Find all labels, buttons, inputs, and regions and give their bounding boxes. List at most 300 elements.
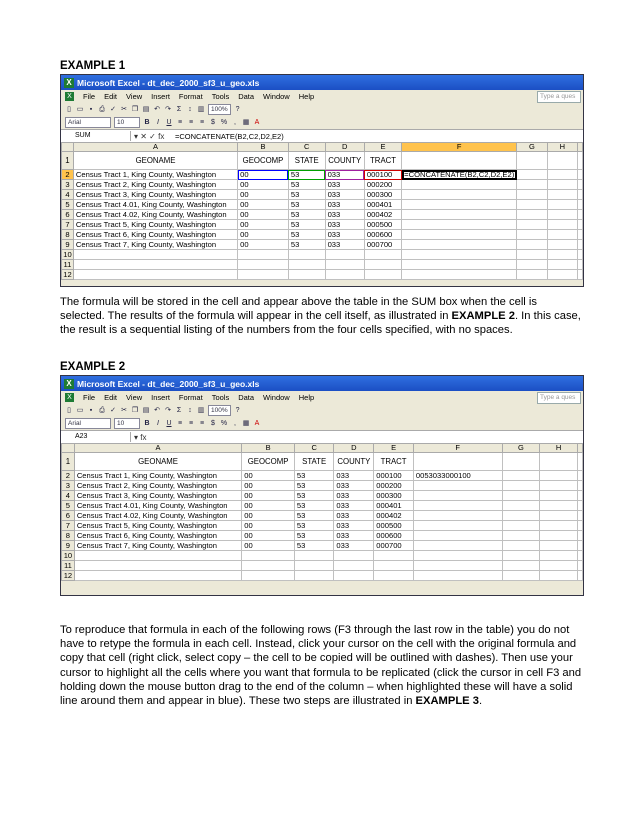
row-header[interactable]: 3	[62, 180, 74, 190]
data-cell[interactable]: 000300	[364, 190, 401, 200]
header-cell[interactable]: COUNTY	[334, 453, 374, 471]
percent-icon[interactable]: %	[220, 119, 228, 126]
menu-window[interactable]: Window	[263, 393, 290, 402]
select-all-corner[interactable]	[62, 444, 75, 453]
data-cell[interactable]: 00	[242, 511, 295, 521]
comma-icon[interactable]: ,	[234, 420, 236, 427]
geoname-cell[interactable]: Census Tract 6, King County, Washington	[73, 230, 237, 240]
column-header-g[interactable]: G	[502, 444, 540, 453]
font-size-select[interactable]: 10	[114, 418, 140, 429]
header-cell[interactable]: TRACT	[364, 152, 401, 170]
geoname-cell[interactable]: Census Tract 4.02, King County, Washington	[74, 511, 241, 521]
data-cell[interactable]: 53	[294, 491, 333, 501]
data-cell[interactable]: 53	[294, 481, 333, 491]
data-cell[interactable]: 00	[238, 170, 289, 180]
empty-cell[interactable]	[547, 180, 577, 190]
empty-cell[interactable]	[578, 152, 583, 170]
redo-icon[interactable]: ↷	[165, 407, 171, 414]
empty-cell[interactable]	[578, 270, 583, 280]
borders-icon[interactable]: ▦	[242, 119, 250, 126]
data-cell[interactable]: 000200	[374, 481, 414, 491]
undo-icon[interactable]: ↶	[154, 407, 160, 414]
formula-icons[interactable]: ▾ fx	[134, 432, 147, 442]
row-header[interactable]: 10	[63, 250, 72, 259]
header-cell[interactable]: STATE	[294, 453, 333, 471]
row-header[interactable]: 5	[62, 200, 74, 210]
empty-cell[interactable]	[517, 152, 547, 170]
data-cell[interactable]: 000200	[364, 180, 401, 190]
menu-insert[interactable]: Insert	[151, 393, 170, 402]
column-header-e[interactable]: E	[364, 143, 401, 152]
column-header-f[interactable]: F	[413, 444, 502, 453]
empty-cell[interactable]	[517, 180, 547, 190]
align-left-icon[interactable]: ≡	[177, 420, 183, 427]
row-header[interactable]: 2	[62, 170, 74, 180]
menu-file[interactable]: File	[83, 393, 96, 402]
empty-cell[interactable]	[364, 250, 401, 260]
data-cell[interactable]: 033	[334, 501, 374, 511]
empty-cell[interactable]	[73, 250, 237, 260]
data-cell[interactable]: 00	[242, 501, 295, 511]
menu-tools[interactable]: Tools	[211, 92, 230, 101]
data-cell[interactable]: 033	[334, 511, 374, 521]
menu-data[interactable]: Data	[238, 393, 255, 402]
empty-cell[interactable]	[502, 471, 540, 481]
empty-cell[interactable]	[402, 240, 517, 250]
currency-icon[interactable]: $	[211, 119, 215, 126]
empty-cell[interactable]	[402, 152, 517, 170]
data-cell[interactable]: 000600	[374, 531, 414, 541]
zoom-select[interactable]: 100%	[208, 405, 231, 416]
workbook-icon[interactable]: X	[65, 393, 74, 402]
empty-cell[interactable]	[578, 491, 583, 501]
column-header-b[interactable]: B	[238, 143, 289, 152]
empty-cell[interactable]	[578, 561, 583, 571]
data-cell[interactable]: 033	[325, 170, 364, 180]
paste-icon[interactable]: ▤	[142, 106, 150, 113]
empty-cell[interactable]	[502, 453, 540, 471]
data-cell[interactable]: 033	[325, 210, 364, 220]
data-cell[interactable]: 53	[288, 240, 325, 250]
help-icon[interactable]: ?	[235, 106, 240, 113]
empty-cell[interactable]	[578, 200, 583, 210]
print-icon[interactable]: ⎙	[99, 407, 105, 414]
zoom-select[interactable]: 100%	[208, 104, 231, 115]
percent-icon[interactable]: %	[220, 420, 228, 427]
empty-cell[interactable]	[547, 200, 577, 210]
empty-cell[interactable]	[502, 511, 540, 521]
row-header[interactable]: 8	[62, 230, 74, 240]
data-cell[interactable]: 033	[325, 190, 364, 200]
data-cell[interactable]: 53	[288, 180, 325, 190]
empty-cell[interactable]	[517, 270, 547, 280]
menu-insert[interactable]: Insert	[151, 92, 170, 101]
geoname-cell[interactable]: Census Tract 5, King County, Washington	[74, 521, 241, 531]
empty-cell[interactable]	[578, 260, 583, 270]
empty-cell[interactable]	[578, 250, 583, 260]
empty-cell[interactable]	[502, 531, 540, 541]
name-box[interactable]: A23	[61, 432, 131, 442]
currency-icon[interactable]: $	[211, 420, 215, 427]
row-header[interactable]: 7	[62, 521, 75, 531]
data-cell[interactable]: 53	[294, 511, 333, 521]
column-header-h[interactable]: H	[547, 143, 577, 152]
empty-cell[interactable]	[364, 270, 401, 280]
geoname-cell[interactable]: Census Tract 7, King County, Washington	[74, 541, 241, 551]
autosum-icon[interactable]: Σ	[176, 407, 182, 414]
data-cell[interactable]: 00	[238, 220, 289, 230]
column-header-a[interactable]: A	[73, 143, 237, 152]
empty-cell[interactable]	[502, 521, 540, 531]
column-header-h[interactable]: H	[540, 444, 578, 453]
data-cell[interactable]: 53	[288, 230, 325, 240]
paste-icon[interactable]: ▤	[142, 407, 150, 414]
empty-cell[interactable]	[334, 561, 374, 571]
empty-cell[interactable]	[578, 230, 583, 240]
empty-cell[interactable]	[402, 230, 517, 240]
chart-icon[interactable]: ▥	[197, 106, 205, 113]
empty-cell[interactable]	[517, 170, 547, 180]
column-header-e[interactable]: E	[374, 444, 414, 453]
data-cell[interactable]: 033	[334, 531, 374, 541]
column-header-d[interactable]: D	[325, 143, 364, 152]
empty-cell[interactable]	[517, 260, 547, 270]
column-header-c[interactable]: C	[294, 444, 333, 453]
geoname-cell[interactable]: Census Tract 3, King County, Washington	[73, 190, 237, 200]
empty-cell[interactable]	[540, 453, 578, 471]
data-cell[interactable]: 033	[334, 471, 374, 481]
empty-cell[interactable]	[578, 481, 583, 491]
data-cell[interactable]: 033	[325, 240, 364, 250]
align-right-icon[interactable]: ≡	[199, 119, 205, 126]
geoname-cell[interactable]: Census Tract 4.02, King County, Washington	[73, 210, 237, 220]
menu-edit[interactable]: Edit	[104, 393, 118, 402]
data-cell[interactable]: 53	[294, 501, 333, 511]
menu-format[interactable]: Format	[178, 393, 203, 402]
select-all-corner[interactable]	[62, 143, 74, 152]
empty-cell[interactable]	[402, 190, 517, 200]
data-cell[interactable]: 000700	[364, 240, 401, 250]
row-header[interactable]: 11	[62, 260, 74, 270]
empty-cell[interactable]	[238, 260, 289, 270]
data-cell[interactable]: 53	[288, 220, 325, 230]
empty-cell[interactable]	[547, 152, 577, 170]
empty-cell[interactable]	[578, 531, 583, 541]
row-header[interactable]: 5	[62, 501, 75, 511]
row-header[interactable]: 4	[62, 491, 75, 501]
empty-cell[interactable]	[547, 190, 577, 200]
data-cell[interactable]: 033	[334, 521, 374, 531]
empty-cell[interactable]	[374, 551, 414, 561]
menu-view[interactable]: View	[126, 92, 143, 101]
data-cell[interactable]: 000402	[374, 511, 414, 521]
open-icon[interactable]: ▭	[76, 106, 84, 113]
row-header[interactable]: 12	[63, 270, 72, 279]
header-cell[interactable]: GEONAME	[73, 152, 237, 170]
save-icon[interactable]: ▪	[89, 106, 93, 113]
geoname-cell[interactable]: Census Tract 4.01, King County, Washington	[74, 501, 241, 511]
bold-icon[interactable]: B	[144, 119, 150, 126]
row-header[interactable]: 9	[62, 541, 75, 551]
align-right-icon[interactable]: ≡	[199, 420, 205, 427]
geoname-cell[interactable]: Census Tract 7, King County, Washington	[73, 240, 237, 250]
empty-cell[interactable]	[578, 453, 583, 471]
empty-cell[interactable]	[374, 571, 414, 581]
data-cell[interactable]: 00	[242, 531, 295, 541]
empty-cell[interactable]	[413, 561, 502, 571]
data-cell[interactable]: 033	[334, 541, 374, 551]
column-header-b[interactable]: B	[242, 444, 295, 453]
data-cell[interactable]: 000100	[374, 471, 414, 481]
geoname-cell[interactable]: Census Tract 2, King County, Washington	[74, 481, 241, 491]
row-header[interactable]: 3	[62, 481, 75, 491]
empty-cell[interactable]	[413, 571, 502, 581]
data-cell[interactable]: 033	[325, 200, 364, 210]
empty-cell[interactable]	[547, 170, 577, 180]
row-header[interactable]: 9	[62, 240, 74, 250]
empty-cell[interactable]	[242, 571, 295, 581]
empty-cell[interactable]	[540, 521, 578, 531]
empty-cell[interactable]	[413, 501, 502, 511]
empty-cell[interactable]	[334, 571, 374, 581]
menu-tools[interactable]: Tools	[211, 393, 230, 402]
geoname-cell[interactable]: Census Tract 5, King County, Washington	[73, 220, 237, 230]
empty-cell[interactable]	[578, 471, 583, 481]
empty-cell[interactable]	[578, 551, 583, 561]
empty-cell[interactable]	[547, 240, 577, 250]
column-header-a[interactable]: A	[74, 444, 241, 453]
save-icon[interactable]: ▪	[89, 407, 93, 414]
geoname-cell[interactable]: Census Tract 2, King County, Washington	[73, 180, 237, 190]
data-cell[interactable]: 00	[242, 471, 295, 481]
align-center-icon[interactable]: ≡	[188, 420, 194, 427]
italic-icon[interactable]: I	[157, 119, 159, 126]
geoname-cell[interactable]: Census Tract 6, King County, Washington	[74, 531, 241, 541]
undo-icon[interactable]: ↶	[154, 106, 160, 113]
empty-cell[interactable]	[502, 491, 540, 501]
empty-cell[interactable]	[502, 571, 540, 581]
geoname-cell[interactable]: Census Tract 4.01, King County, Washington	[73, 200, 237, 210]
empty-cell[interactable]	[238, 270, 289, 280]
empty-cell[interactable]	[73, 270, 237, 280]
ask-question-box[interactable]: Type a ques	[537, 91, 581, 103]
cell-f2[interactable]: =CONCATENATE(B2,C2,D2,E2)	[402, 170, 517, 180]
empty-cell[interactable]	[578, 541, 583, 551]
empty-cell[interactable]	[402, 260, 517, 270]
data-cell[interactable]: 53	[294, 471, 333, 481]
workbook-icon[interactable]: X	[65, 92, 74, 101]
comma-icon[interactable]: ,	[234, 119, 236, 126]
name-box[interactable]: SUM	[61, 131, 131, 141]
menu-help[interactable]: Help	[298, 92, 315, 101]
data-cell[interactable]: 00	[242, 521, 295, 531]
data-cell[interactable]: 53	[294, 541, 333, 551]
formula-icons[interactable]: ▾ ✕ ✓ fx	[134, 131, 165, 141]
header-cell[interactable]: GEOCOMP	[242, 453, 295, 471]
empty-cell[interactable]	[517, 240, 547, 250]
borders-icon[interactable]: ▦	[242, 420, 250, 427]
empty-cell[interactable]	[73, 260, 237, 270]
data-cell[interactable]: 000100	[364, 170, 401, 180]
empty-cell[interactable]	[294, 571, 333, 581]
empty-cell[interactable]	[288, 260, 325, 270]
empty-cell[interactable]	[74, 571, 241, 581]
open-icon[interactable]: ▭	[76, 407, 84, 414]
empty-cell[interactable]	[578, 220, 583, 230]
empty-cell[interactable]	[578, 521, 583, 531]
empty-cell[interactable]	[402, 270, 517, 280]
cell-f2[interactable]: 0053033000100	[413, 471, 502, 481]
data-cell[interactable]: 033	[334, 481, 374, 491]
data-cell[interactable]: 033	[325, 220, 364, 230]
empty-cell[interactable]	[402, 200, 517, 210]
underline-icon[interactable]: U	[166, 119, 172, 126]
empty-cell[interactable]	[238, 250, 289, 260]
empty-cell[interactable]	[540, 531, 578, 541]
data-cell[interactable]: 000500	[364, 220, 401, 230]
data-cell[interactable]: 00	[238, 200, 289, 210]
menu-format[interactable]: Format	[178, 92, 203, 101]
sort-icon[interactable]: ↕	[188, 407, 192, 414]
menu-window[interactable]: Window	[263, 92, 290, 101]
empty-cell[interactable]	[74, 551, 241, 561]
copy-icon[interactable]: ❐	[131, 407, 139, 414]
empty-cell[interactable]	[402, 180, 517, 190]
new-icon[interactable]: ▯	[67, 106, 71, 113]
underline-icon[interactable]: U	[166, 420, 172, 427]
row-header[interactable]: 12	[62, 571, 75, 581]
header-cell[interactable]: COUNTY	[325, 152, 364, 170]
empty-cell[interactable]	[578, 571, 583, 581]
empty-cell[interactable]	[540, 491, 578, 501]
data-cell[interactable]: 53	[288, 190, 325, 200]
italic-icon[interactable]: I	[157, 420, 159, 427]
data-cell[interactable]: 000401	[374, 501, 414, 511]
data-cell[interactable]: 000500	[374, 521, 414, 531]
empty-cell[interactable]	[413, 521, 502, 531]
cut-icon[interactable]: ✂	[121, 407, 127, 414]
data-cell[interactable]: 53	[288, 210, 325, 220]
sort-icon[interactable]: ↕	[188, 106, 192, 113]
data-cell[interactable]: 00	[238, 210, 289, 220]
font-select[interactable]: Arial	[65, 418, 111, 429]
data-cell[interactable]: 00	[242, 491, 295, 501]
ask-question-box[interactable]: Type a ques	[537, 392, 581, 404]
empty-cell[interactable]	[325, 270, 364, 280]
empty-cell[interactable]	[288, 270, 325, 280]
empty-cell[interactable]	[540, 471, 578, 481]
empty-cell[interactable]	[325, 260, 364, 270]
empty-cell[interactable]	[502, 551, 540, 561]
empty-cell[interactable]	[74, 561, 241, 571]
header-cell[interactable]: TRACT	[374, 453, 414, 471]
empty-cell[interactable]	[288, 250, 325, 260]
align-center-icon[interactable]: ≡	[188, 119, 194, 126]
data-cell[interactable]: 53	[288, 200, 325, 210]
new-icon[interactable]: ▯	[67, 407, 71, 414]
empty-cell[interactable]	[413, 481, 502, 491]
header-cell[interactable]: STATE	[288, 152, 325, 170]
data-cell[interactable]: 000300	[374, 491, 414, 501]
empty-cell[interactable]	[547, 230, 577, 240]
column-header-c[interactable]: C	[288, 143, 325, 152]
row-header[interactable]: 7	[62, 220, 74, 230]
empty-cell[interactable]	[547, 260, 577, 270]
data-cell[interactable]: 000700	[374, 541, 414, 551]
help-icon[interactable]: ?	[235, 407, 240, 414]
chart-icon[interactable]: ▥	[197, 407, 205, 414]
empty-cell[interactable]	[502, 541, 540, 551]
empty-cell[interactable]	[413, 541, 502, 551]
data-cell[interactable]: 00	[238, 230, 289, 240]
geoname-cell[interactable]: Census Tract 3, King County, Washington	[74, 491, 241, 501]
empty-cell[interactable]	[578, 511, 583, 521]
column-header-f[interactable]: F	[402, 143, 517, 152]
menu-data[interactable]: Data	[238, 92, 255, 101]
column-header-d[interactable]: D	[334, 444, 374, 453]
empty-cell[interactable]	[540, 511, 578, 521]
data-cell[interactable]: 033	[334, 491, 374, 501]
empty-cell[interactable]	[517, 210, 547, 220]
data-cell[interactable]: 033	[325, 230, 364, 240]
header-cell[interactable]: GEONAME	[74, 453, 241, 471]
empty-cell[interactable]	[413, 551, 502, 561]
align-left-icon[interactable]: ≡	[177, 119, 183, 126]
empty-cell[interactable]	[578, 180, 583, 190]
row-header-1[interactable]: 1	[62, 152, 74, 170]
row-header[interactable]: 6	[62, 210, 74, 220]
empty-cell[interactable]	[547, 270, 577, 280]
data-cell[interactable]: 000401	[364, 200, 401, 210]
empty-cell[interactable]	[540, 561, 578, 571]
row-header[interactable]: 8	[62, 531, 75, 541]
spellcheck-icon[interactable]: ✓	[110, 106, 116, 113]
empty-cell[interactable]	[502, 481, 540, 491]
font-size-select[interactable]: 10	[114, 117, 140, 128]
data-cell[interactable]: 00	[238, 190, 289, 200]
empty-cell[interactable]	[325, 250, 364, 260]
spellcheck-icon[interactable]: ✓	[110, 407, 116, 414]
font-select[interactable]: Arial	[65, 117, 111, 128]
empty-cell[interactable]	[374, 561, 414, 571]
empty-cell[interactable]	[402, 220, 517, 230]
copy-icon[interactable]: ❐	[131, 106, 139, 113]
empty-cell[interactable]	[540, 551, 578, 561]
font-color-icon[interactable]: A	[254, 420, 260, 427]
data-cell[interactable]: 00	[238, 180, 289, 190]
row-header[interactable]: 6	[62, 511, 75, 521]
formula-input[interactable]: =CONCATENATE(B2,C2,D2,E2)	[175, 131, 284, 141]
empty-cell[interactable]	[540, 481, 578, 491]
font-color-icon[interactable]: A	[254, 119, 260, 126]
redo-icon[interactable]: ↷	[165, 106, 171, 113]
empty-cell[interactable]	[502, 561, 540, 571]
empty-cell[interactable]	[334, 551, 374, 561]
row-header[interactable]: 2	[62, 471, 75, 481]
empty-cell[interactable]	[517, 200, 547, 210]
empty-cell[interactable]	[413, 511, 502, 521]
data-cell[interactable]: 000402	[364, 210, 401, 220]
empty-cell[interactable]	[540, 541, 578, 551]
header-cell[interactable]: GEOCOMP	[238, 152, 289, 170]
empty-cell[interactable]	[242, 561, 295, 571]
empty-cell[interactable]	[402, 250, 517, 260]
row-header[interactable]: 11	[62, 561, 75, 571]
cut-icon[interactable]: ✂	[121, 106, 127, 113]
empty-cell[interactable]	[364, 260, 401, 270]
empty-cell[interactable]	[517, 230, 547, 240]
row-header[interactable]: 10	[62, 551, 75, 561]
